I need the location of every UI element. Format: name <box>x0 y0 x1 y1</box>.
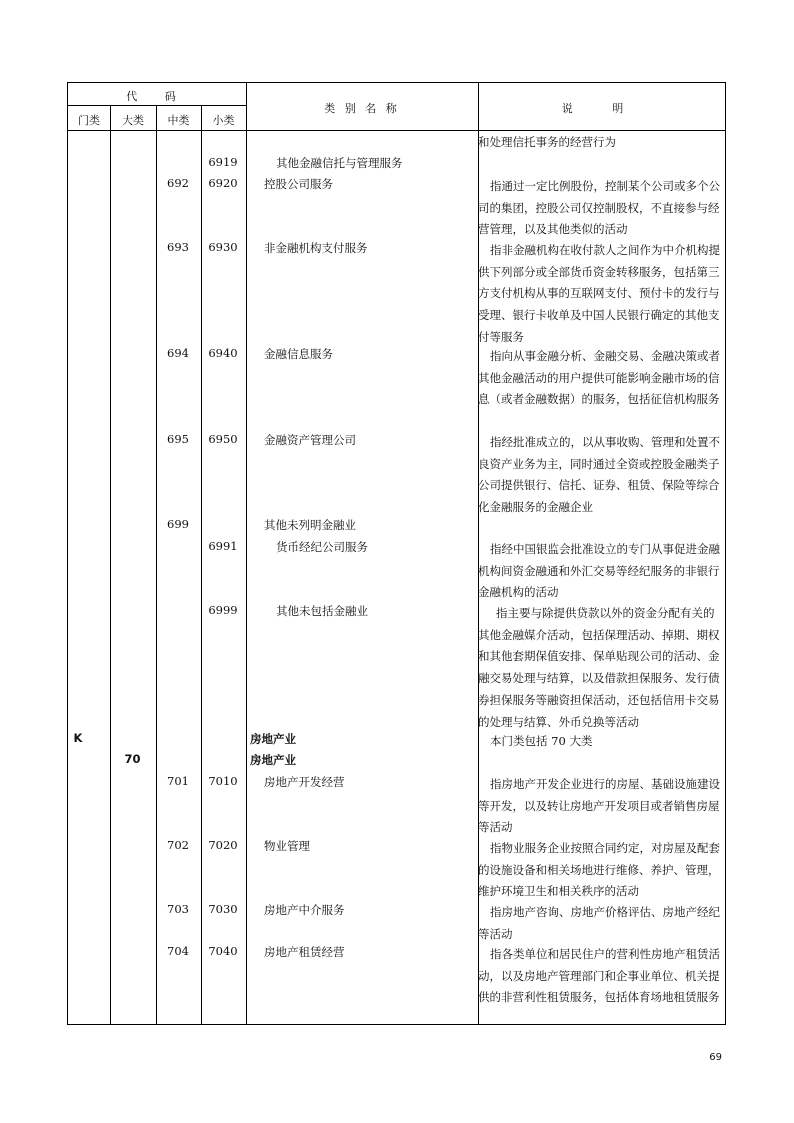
cell-name: 其他未列明金融业 <box>264 518 356 532</box>
cell-xiao: 7010 <box>208 774 238 788</box>
cell-name: 其他金融信托与管理服务 <box>276 156 403 170</box>
cell-desc: 指经中国银监会批准设立的专门从事促进金融机构间资金融通和外汇交易等经纪服务的非银行金融机构的活动 <box>478 542 720 600</box>
cell-desc: 指主要与除提供贷款以外的资金分配有关的其他金融媒介活动，包括保理活动、掉期、期权和其他套期保值安排、保单贴现公司的活动、金融交易处理与结算，以及借款担保服务、发行债券担保服务等融资担保活动，还包括信用卡交易的处理与结算、外币兑换等活动 <box>478 606 720 729</box>
cell-men: K <box>73 731 83 745</box>
header-xiao: 小类 <box>212 114 235 127</box>
cell-xiao: 6999 <box>208 603 238 617</box>
cell-name: 金融信息服务 <box>264 347 333 361</box>
cell-name: 房地产开发经营 <box>264 775 345 789</box>
cell-desc: 指物业服务企业按照合同约定，对房屋及配套的设施设备和相关场地进行维修、养护、管理，维护环境卫生和相关秩序的活动 <box>478 841 720 899</box>
cell-zhong: 703 <box>167 902 189 916</box>
cell-name: 房地产业 <box>250 753 296 767</box>
cell-desc: 和处理信托事务的经营行为 <box>478 135 616 149</box>
cell-xiao: 7040 <box>208 944 238 958</box>
page-number: 69 <box>709 1052 722 1063</box>
header-men: 门类 <box>78 114 100 127</box>
cell-zhong: 702 <box>167 838 189 852</box>
cell-xiao: 6940 <box>208 346 238 360</box>
header-da: 大类 <box>122 114 144 127</box>
cell-name: 货币经纪公司服务 <box>276 540 368 554</box>
cell-desc: 指通过一定比例股份，控制某个公司或多个公司的集团，控股公司仅控制股权，不直接参与经营管理，以及其他类似的活动 <box>478 179 720 237</box>
cell-name: 金融资产管理公司 <box>264 433 356 447</box>
cell-xiao: 7020 <box>208 838 238 852</box>
cell-xiao: 6920 <box>208 176 238 190</box>
cell-desc: 指各类单位和居民住户的营利性房地产租赁活动，以及房地产管理部门和企事业单位、机关提供的非营利性租赁服务，包括体育场地租赁服务 <box>478 947 720 1005</box>
cell-name: 控股公司服务 <box>264 177 333 191</box>
cell-zhong: 704 <box>167 944 189 958</box>
cell-desc: 本门类包括 70 大类 <box>490 734 593 748</box>
cell-name: 其他未包括金融业 <box>276 604 368 618</box>
header-zhong: 中类 <box>167 114 190 127</box>
cell-name: 非金融机构支付服务 <box>264 241 368 255</box>
cell-zhong: 693 <box>167 240 189 254</box>
cell-xiao: 6919 <box>208 155 238 169</box>
cell-zhong: 692 <box>167 176 189 190</box>
cell-name: 房地产业 <box>250 732 296 746</box>
cell-xiao: 6930 <box>208 240 238 254</box>
cell-name: 物业管理 <box>264 839 310 853</box>
header-code-group: 代 码 <box>126 90 188 103</box>
cell-desc: 指经批准成立的，以从事收购、管理和处置不良资产业务为主，同时通过全资或控股金融类子公司提供银行、信托、证券、租赁、保险等综合化金融服务的金融企业 <box>478 435 720 515</box>
cell-da: 70 <box>124 752 141 766</box>
cell-desc: 指非金融机构在收付款人之间作为中介机构提供下列部分或全部货币资金转移服务，包括第三方支付机构从事的互联网支付、预付卡的发行与受理、银行卡收单及中国人民银行确定的其他支付等服务 <box>478 243 720 344</box>
cell-desc: 指房地产开发企业进行的房屋、基础设施建设等开发，以及转让房地产开发项目或者销售房屋等活动 <box>478 777 720 835</box>
cell-xiao: 6950 <box>208 432 238 446</box>
cell-zhong: 699 <box>167 517 189 531</box>
cell-zhong: 701 <box>167 774 189 788</box>
cell-desc: 指向从事金融分析、金融交易、金融决策或者其他金融活动的用户提供可能影响金融市场的信息（或者金融数据）的服务，包括征信机构服务 <box>478 349 720 407</box>
cell-zhong: 694 <box>167 346 189 360</box>
header-desc: 说 明 <box>561 102 642 115</box>
cell-zhong: 695 <box>167 432 189 446</box>
cell-xiao: 7030 <box>208 902 238 916</box>
cell-name: 房地产中介服务 <box>264 903 345 917</box>
header-name: 类 别 名 称 <box>324 102 400 115</box>
cell-xiao: 6991 <box>208 539 238 553</box>
cell-desc: 指房地产咨询、房地产价格评估、房地产经纪等活动 <box>478 905 720 941</box>
cell-name: 房地产租赁经营 <box>264 945 345 959</box>
